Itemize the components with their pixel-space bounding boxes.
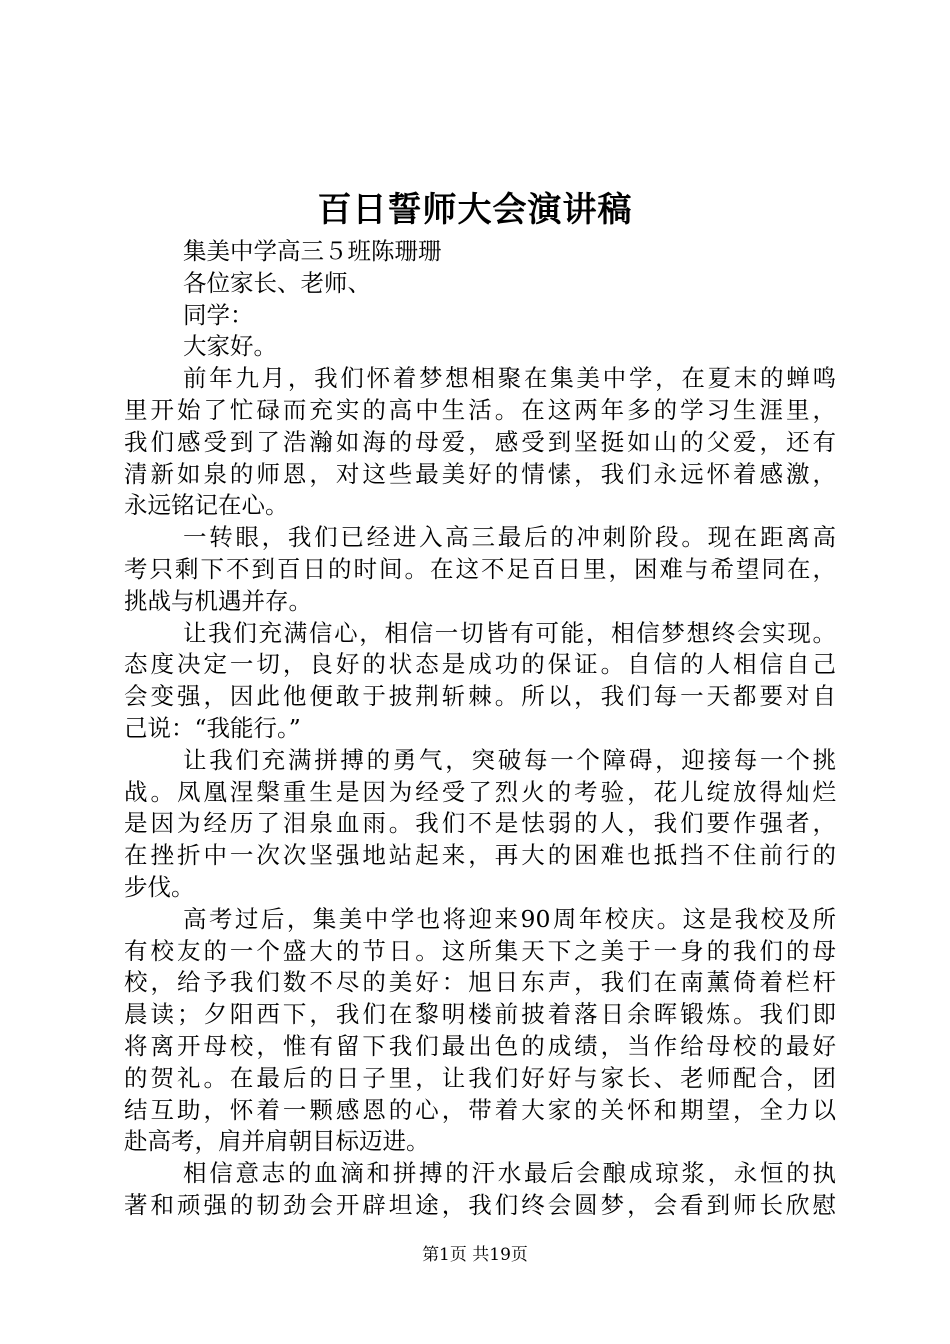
paragraph-line: 高考过后，集美中学也将迎来90周年校庆。这是我校及所	[183, 904, 836, 933]
paragraph-line: 永远铭记在心。	[124, 491, 289, 520]
paragraph-line: 前年九月，我们怀着梦想相聚在集美中学，在夏末的蝉鸣	[183, 364, 836, 393]
paragraph-line: 让我们充满信心，相信一切皆有可能，相信梦想终会实现。	[183, 618, 836, 647]
greeting-line: 大家好。	[183, 332, 277, 361]
page-footer: 第1页 共19页	[422, 1245, 528, 1265]
paragraph-line: 在挫折中一次次坚强地站起来，再大的困难也抵挡不住前行的	[124, 841, 836, 870]
paragraph-line: 的贺礼。在最后的日子里，让我们好好与家长、老师配合，团	[124, 1063, 836, 1092]
salutation-line: 各位家长、老师、	[183, 268, 371, 297]
paragraph-line: 考只剩下不到百日的时间。在这不足百日里，困难与希望同在，	[124, 554, 836, 583]
document-title: 百日誓师大会演讲稿	[317, 190, 633, 230]
paragraph-line: 相信意志的血滴和拼搏的汗水最后会酿成琼浆，永恒的执	[183, 1159, 836, 1188]
salutation-line: 同学：	[183, 300, 254, 329]
paragraph-line: 战。凤凰涅槃重生是因为经受了烈火的考验，花儿绽放得灿烂	[124, 777, 836, 806]
paragraph-line: 会变强，因此他便敢于披荆斩棘。所以，我们每一天都要对自	[124, 682, 836, 711]
paragraph-line: 一转眼，我们已经进入高三最后的冲刺阶段。现在距离高	[183, 523, 836, 552]
paragraph-line: 晨读；夕阳西下，我们在黎明楼前披着落日余晖锻炼。我们即	[124, 1000, 836, 1029]
paragraph-line: 挑战与机遇并存。	[124, 586, 312, 615]
paragraph-line: 校，给予我们数不尽的美好：旭日东声，我们在南薰倚着栏杆	[124, 968, 836, 997]
paragraph-line: 我们感受到了浩瀚如海的母爱，感受到坚挺如山的父爱，还有	[124, 427, 836, 456]
paragraph-line: 里开始了忙碌而充实的高中生活。在这两年多的学习生涯里，	[124, 395, 836, 424]
paragraph-line: 赴高考，肩并肩朝目标迈进。	[124, 1127, 430, 1156]
paragraph-line: 己说：“我能行。”	[124, 713, 301, 742]
paragraph-line: 让我们充满拼搏的勇气，突破每一个障碍，迎接每一个挑	[183, 745, 836, 774]
paragraph-line: 有校友的一个盛大的节日。这所集天下之美于一身的我们的母	[124, 936, 836, 965]
paragraph-line: 结互助，怀着一颗感恩的心，带着大家的关怀和期望，全力以	[124, 1095, 836, 1124]
paragraph-line: 是因为经历了泪泉血雨。我们不是怯弱的人，我们要作强者，	[124, 809, 836, 838]
paragraph-line: 步伐。	[124, 872, 195, 901]
paragraph-line: 将离开母校，惟有留下我们最出色的成绩，当作给母校的最好	[124, 1031, 836, 1060]
paragraph-line: 著和顽强的韧劲会开辟坦途，我们终会圆梦，会看到师长欣慰	[124, 1190, 836, 1219]
paragraph-line: 态度决定一切，良好的状态是成功的保证。自信的人相信自己	[124, 650, 836, 679]
paragraph-line: 清新如泉的师恩，对这些最美好的情愫，我们永远怀着感激，	[124, 459, 836, 488]
author-line: 集美中学高三５班陈珊珊	[183, 237, 442, 265]
document-body	[124, 236, 836, 1222]
